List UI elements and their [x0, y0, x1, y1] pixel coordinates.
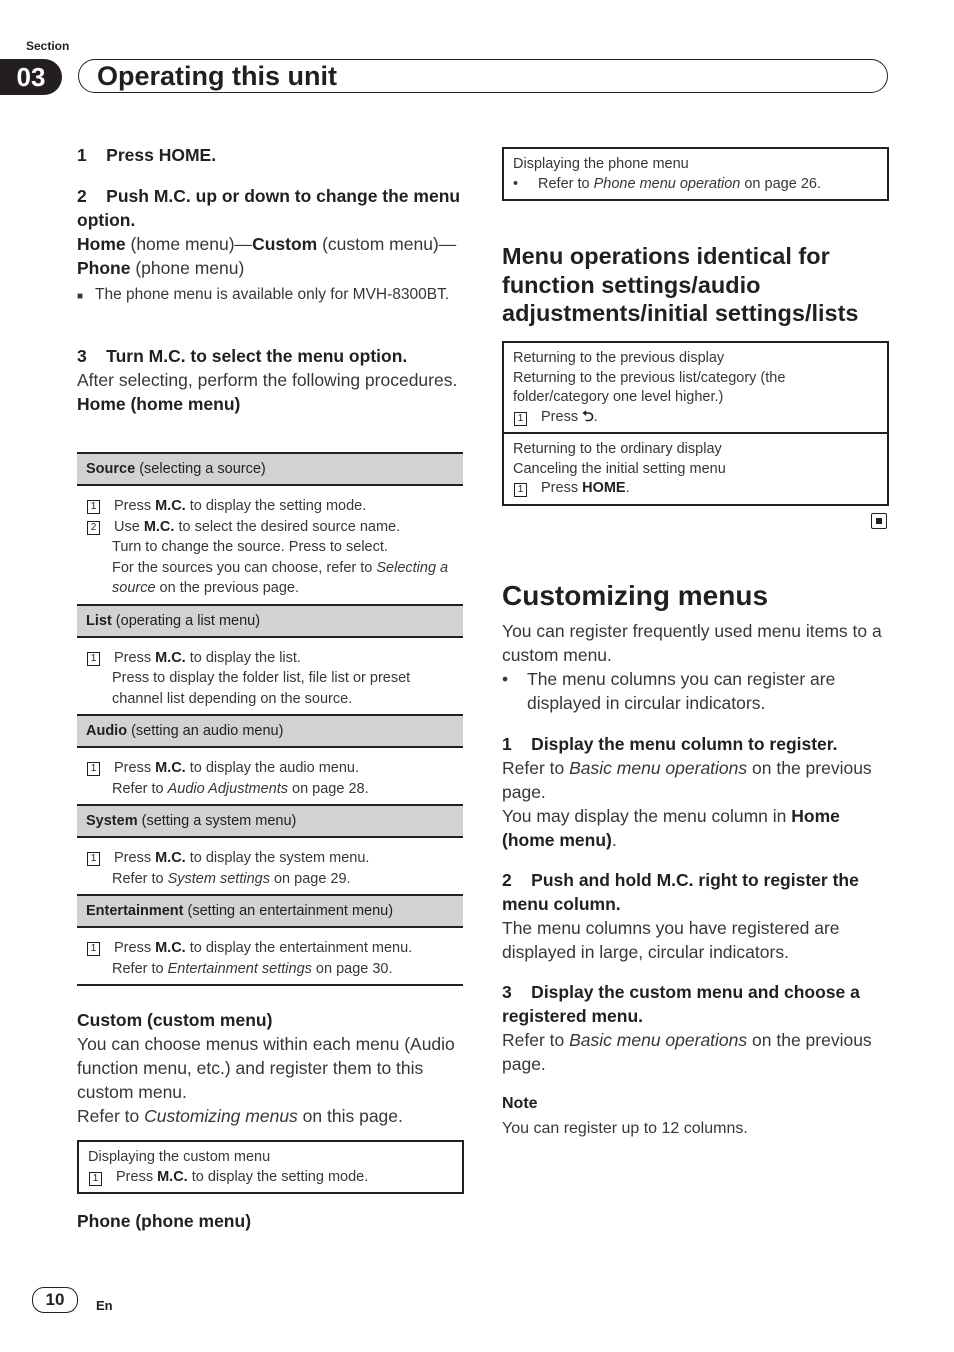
box-cell [504, 149, 887, 199]
phone-menu-heading: Phone (phone menu) [77, 1211, 252, 1231]
section-end-icon [871, 513, 887, 529]
body-text: . [611, 830, 617, 850]
option-home: Home [77, 234, 126, 254]
row-text [86, 779, 454, 800]
row-text: Press [114, 940, 156, 956]
step-number-icon: 2 [87, 521, 100, 535]
ref-text: on the previous page. [502, 758, 872, 802]
row-text-part: on the previous page. [155, 580, 300, 596]
row-text-part: For the sources you can choose, refer to [112, 559, 377, 576]
customizing-intro: You can register frequently used menu items to a custom menu. [502, 621, 882, 665]
menu-name: Entertainment [86, 903, 184, 919]
custom-step-3-ref [502, 1028, 892, 1076]
row-text: to display the system menu. [185, 850, 370, 866]
table-row-header [77, 806, 463, 838]
step-number-icon: 1 [89, 1172, 102, 1186]
option-phone-desc: (phone menu) [130, 258, 245, 278]
row-text: Press [114, 760, 156, 776]
row-text [86, 959, 454, 980]
box-text: on page 26. [740, 175, 821, 192]
row-key: M.C. [155, 498, 186, 514]
step-3-heading: 3 Turn M.C. to select the menu option. [77, 346, 408, 366]
menu-name: List [86, 612, 112, 629]
custom-step-1-ref [502, 756, 892, 804]
row-text-part: Refer to [112, 870, 168, 887]
row-text-part: on page 28. [287, 780, 369, 797]
row-text-part: Refer to [112, 780, 168, 797]
box-cell [504, 343, 887, 432]
step-1 [77, 143, 465, 167]
custom-step-1-more [502, 804, 892, 852]
row-text: to select the desired source name. [174, 518, 401, 535]
custom-step-3 [502, 980, 892, 1076]
custom-step-3-heading: 3 Display the custom menu and choose a registered menu. [502, 982, 860, 1026]
step-2 [77, 184, 465, 308]
row-text: to display the setting mode. [185, 498, 367, 514]
row-text: to display the entertainment menu. [185, 940, 413, 956]
custom-step-2-heading: 2 Push and hold M.C. right to register the menu column. [502, 870, 859, 914]
section-number-tab: 03 [0, 59, 62, 95]
row-text: Press [114, 649, 156, 666]
row-key: M.C. [155, 940, 186, 956]
custom-menu-section [77, 1008, 465, 1128]
box-cell [79, 1142, 462, 1192]
box-key: M.C. [157, 1168, 188, 1185]
custom-menu-body: You can choose menus within each menu (Audio function menu, etc.) and register them to this custom menu. [77, 1034, 455, 1102]
box-title: Returning to the previous display [513, 350, 725, 366]
ref-text: Refer to [502, 1030, 570, 1050]
step-3 [77, 344, 465, 416]
box-title: Displaying the phone menu [513, 156, 689, 172]
box-text: Refer to [538, 175, 594, 192]
row-key: M.C. [155, 850, 186, 866]
ref-link: Basic menu operations [569, 758, 748, 778]
table-row-body [77, 486, 463, 606]
custom-step-2-body: The menu columns you have registered are displayed in large, circular indicators. [502, 918, 840, 962]
row-text [86, 558, 454, 599]
box-title: Returning to the ordinary display [513, 441, 722, 457]
page-number: 10 [32, 1287, 78, 1313]
table-row-body [77, 838, 463, 896]
menu-desc: (operating a list menu) [111, 612, 261, 629]
bullet-icon: • [502, 669, 509, 689]
box-text: Returning to the previous list/category (the folder/category one level higher.) [513, 369, 786, 405]
box-text: . [625, 480, 630, 496]
row-key: M.C. [143, 518, 175, 535]
step-1-heading: 1 Press HOME. [77, 145, 217, 165]
ref-link: Basic menu operations [569, 1030, 748, 1050]
ref-text: on the previous page. [502, 1030, 872, 1074]
customizing-heading: Customizing menus [502, 580, 769, 611]
option-phone: Phone [77, 258, 131, 278]
box-text: Press [541, 480, 583, 496]
table-row-body [77, 638, 463, 717]
phone-menu-box [502, 147, 889, 201]
row-text-part: on page 29. [269, 870, 351, 887]
row-key: M.C. [155, 760, 186, 776]
row-ref: Entertainment settings [167, 960, 312, 977]
note-section [502, 1093, 892, 1141]
box-text: Press [541, 408, 583, 425]
step-number-icon: 1 [87, 942, 100, 956]
menu-name: Audio [86, 723, 128, 739]
row-text: Use [114, 518, 144, 535]
step-2-options [77, 232, 465, 280]
ref-text: Refer to [502, 758, 570, 778]
step-number-icon: 1 [87, 652, 100, 666]
step-number-icon: 1 [514, 412, 527, 426]
language-label: En [96, 1298, 113, 1313]
menu-desc: (setting an entertainment menu) [183, 903, 394, 919]
custom-step-2 [502, 868, 892, 964]
option-custom-desc: (custom menu)— [317, 234, 457, 254]
step-2-heading: 2 Push M.C. up or down to change the menu option. [77, 186, 461, 230]
box-text: . [593, 408, 598, 425]
home-menu-heading: Home (home menu) [77, 394, 241, 414]
customizing-section [502, 579, 892, 715]
menu-operations-box [502, 341, 889, 506]
body-key: Home (home menu) [502, 806, 840, 850]
custom-menu-heading: Custom (custom menu) [77, 1010, 273, 1030]
option-home-desc: (home menu)— [125, 234, 253, 254]
step-2-note [77, 283, 465, 308]
row-text: Press [114, 850, 156, 866]
step-number-icon: 1 [514, 483, 527, 497]
option-custom: Custom [252, 234, 318, 254]
table-row-header [77, 716, 463, 748]
step-number-icon: 1 [87, 500, 100, 514]
ref-text: Refer to [77, 1106, 145, 1126]
custom-menu-ref [77, 1104, 465, 1128]
back-arrow-icon: ⮌ [582, 408, 594, 425]
note-square-icon: ■ [77, 291, 84, 302]
customizing-bullet [502, 667, 892, 715]
row-text: Turn to change the source. Press to select. [112, 539, 388, 555]
note-heading: Note [502, 1095, 538, 1112]
menu-desc: (setting a system menu) [137, 813, 297, 829]
row-text-part: on page 30. [311, 960, 393, 977]
menu-desc: (setting an audio menu) [127, 723, 284, 739]
row-ref: Audio Adjustments [167, 780, 288, 797]
bullet-icon: • [513, 175, 519, 192]
box-text: to display the setting mode. [187, 1168, 369, 1185]
table-row-body [77, 928, 463, 984]
row-text: Press [114, 498, 156, 514]
menu-desc: (selecting a source) [135, 461, 266, 477]
row-ref: Selecting a source [112, 559, 449, 596]
phone-menu-section [77, 1209, 465, 1233]
section-label: Section [26, 39, 70, 53]
box-ref: Phone menu operation [593, 175, 741, 192]
custom-step-1 [502, 732, 892, 852]
bullet-text: The menu columns you can register are displayed in circular indicators. [527, 669, 836, 713]
row-ref: System settings [167, 870, 270, 887]
box-cell [504, 432, 887, 504]
menu-name: Source [86, 461, 136, 477]
menu-operations-heading: Menu operations identical for function settings/audio adjustments/initial settings/lists [502, 243, 859, 326]
box-key: HOME [582, 480, 626, 496]
step-2-note-text: The phone menu is available only for MVH-8300BT. [95, 286, 450, 303]
row-text: Press to display the folder list, file list or preset channel list depending on the source. [112, 670, 411, 707]
home-menu-table [77, 452, 463, 986]
ref-text: on this page. [297, 1106, 403, 1126]
table-row-body [77, 748, 463, 806]
table-row-header [77, 454, 463, 486]
step-3-body: After selecting, perform the following procedures. [77, 370, 458, 390]
note-body: You can register up to 12 columns. [502, 1120, 748, 1137]
box-title: Displaying the custom menu [88, 1149, 271, 1165]
step-number-icon: 1 [87, 852, 100, 866]
body-text: You may display the menu column in [502, 806, 792, 826]
box-text: Canceling the initial setting menu [513, 460, 726, 477]
row-key: M.C. [155, 649, 186, 666]
table-row-header [77, 896, 463, 928]
row-text: to display the list. [185, 649, 301, 666]
custom-menu-box [77, 1140, 464, 1194]
box-text: Press [116, 1168, 158, 1185]
menu-name: System [86, 813, 138, 829]
section-title: Operating this unit [97, 61, 337, 91]
custom-step-1-heading: 1 Display the menu column to register. [502, 734, 838, 754]
ref-link: Customizing menus [144, 1106, 298, 1126]
row-text: to display the audio menu. [185, 760, 360, 776]
row-text-part: Refer to [112, 960, 168, 977]
row-text [86, 869, 454, 890]
table-row-header [77, 606, 463, 638]
step-number-icon: 1 [87, 762, 100, 776]
